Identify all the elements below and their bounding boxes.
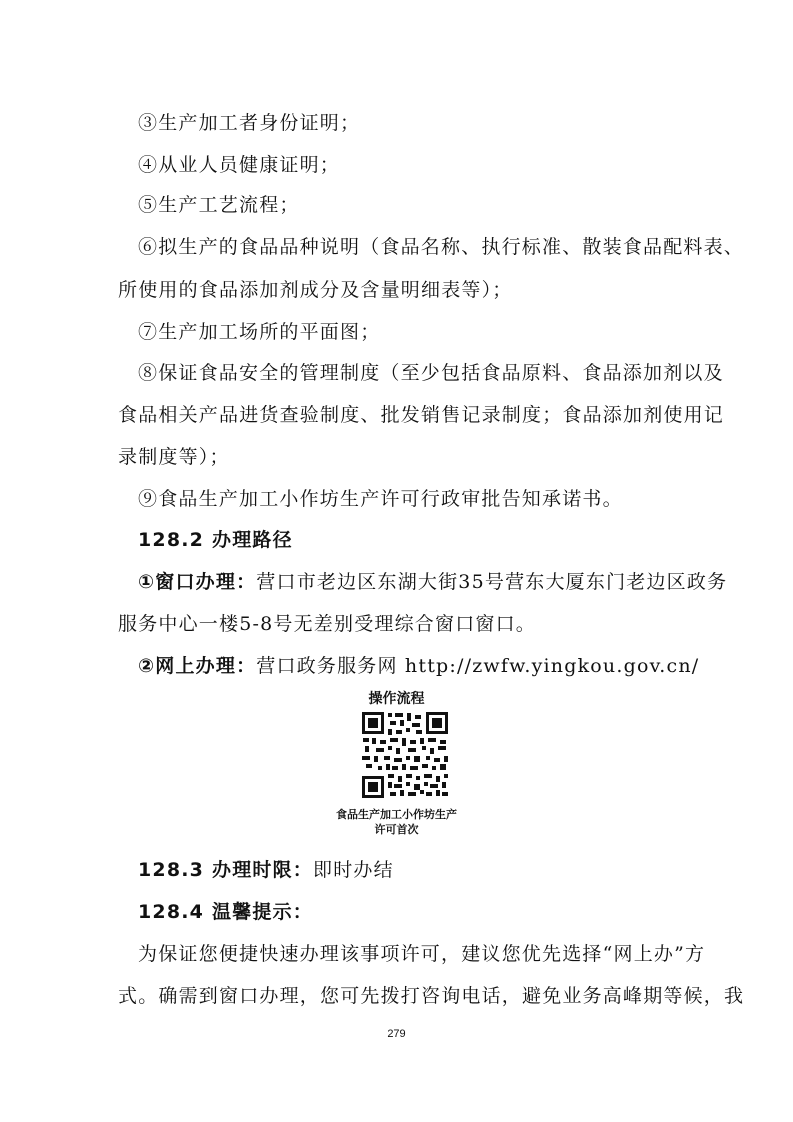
- window-handling-address: 营口市老边区东湖大街35号营东大厦东门老边区政务: [256, 571, 728, 593]
- section-heading-128-2: [138, 525, 293, 552]
- section-title: 办理路径: [212, 529, 293, 551]
- requirement-item-9: ⑨食品生产加工小作坊生产许可行政审批告知承诺书。: [138, 488, 623, 510]
- requirement-item-6-line2: 所使用的食品添加剂成分及含量明细表等）；: [118, 279, 513, 301]
- online-handling-label: ②网上办理：: [138, 655, 257, 677]
- window-handling-label: ①窗口办理：: [138, 571, 257, 593]
- processing-time-value: 即时办结: [313, 859, 394, 881]
- window-handling-line2: 服务中心一楼5-8号无差别受理综合窗口窗口。: [118, 613, 536, 635]
- section-number: 128.4: [138, 901, 205, 923]
- requirement-item-6-line1: ⑥拟生产的食品品种说明（食品名称、执行标准、散装食品配料表、: [138, 236, 745, 258]
- section-heading-128-3: [138, 855, 394, 882]
- requirement-item-3: ③生产加工者身份证明；: [138, 112, 361, 134]
- tip-paragraph-line1: 为保证您便捷快速办理该事项许可，建议您优先选择“网上办”方: [138, 943, 706, 965]
- requirement-item-5: ⑤生产工艺流程；: [138, 194, 300, 216]
- requirement-item-4: ④从业人员健康证明；: [138, 154, 341, 176]
- qr-caption-line1: 食品生产加工小作坊生产: [336, 808, 457, 821]
- requirement-item-7: ⑦生产加工场所的平面图；: [138, 321, 381, 343]
- section-title: 温馨提示：: [212, 901, 314, 923]
- online-handling-url: 营口政务服务网 http://zwfw.yingkou.gov.cn/: [256, 655, 700, 677]
- requirement-item-8-line1: ⑧保证食品安全的管理制度（至少包括食品原料、食品添加剂以及: [138, 362, 724, 384]
- qr-title: 操作流程: [368, 691, 425, 707]
- online-handling-line: [138, 651, 699, 678]
- qr-caption-line2: 许可首次: [374, 823, 419, 836]
- qr-code-image: [360, 710, 450, 800]
- section-number: 128.2: [138, 529, 205, 551]
- tip-paragraph-line2: 式。确需到窗口办理，您可先拨打咨询电话，避免业务高峰期等候，我: [118, 985, 745, 1007]
- page-number: 279: [387, 1028, 406, 1040]
- requirement-item-8-line2: 食品相关产品进货查验制度、批发销售记录制度；食品添加剂使用记: [118, 404, 725, 426]
- window-handling-line1: [138, 567, 727, 594]
- section-number: 128.3: [138, 859, 205, 881]
- section-heading-128-4: [138, 897, 313, 924]
- requirement-item-8-line3: 录制度等）；: [118, 446, 230, 468]
- processing-time-label: 办理时限：: [212, 859, 314, 881]
